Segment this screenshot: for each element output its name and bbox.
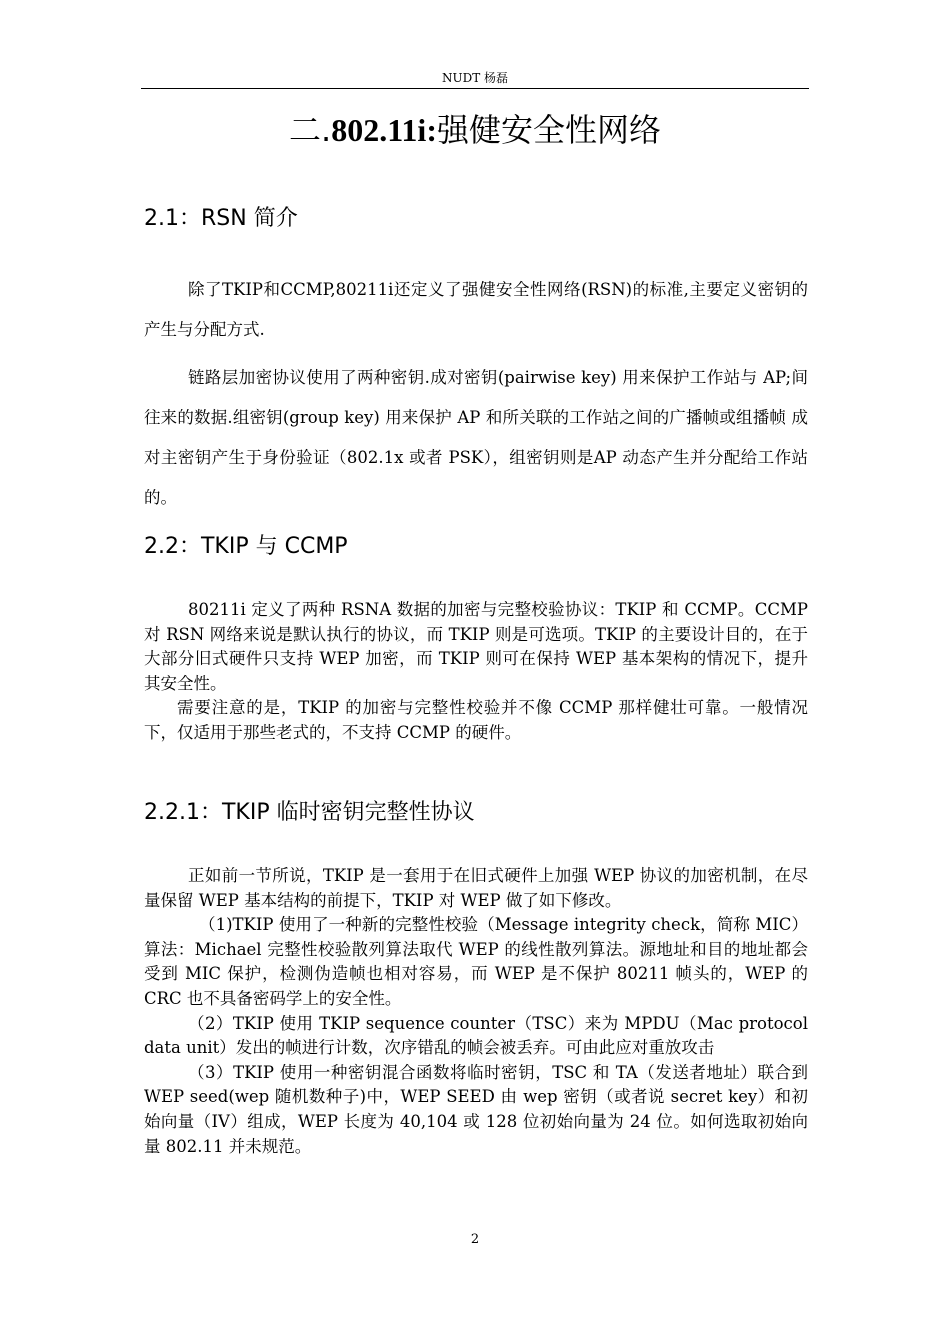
paragraph: 需要注意的是，TKIP 的加密与完整性校验并不像 CCMP 那样健壮可靠。一般情况下，仅适用于那些老式的，不支持 CCMP 的硬件。 (144, 698, 808, 742)
header-rule (141, 88, 809, 89)
paragraph: 链路层加密协议使用了两种密钥.成对密钥(pairwise key) 用来保护工作站与 AP;间往来的数据.组密钥(group key) 用来保护 AP 和所关联的工作站之间的广播帧或组播帧 成对主密钥产生于身份验证（802.1x 或者 PSK），组密钥则是AP 动态产生并分配给工作站的。 (144, 368, 808, 507)
section-2-2-body (144, 598, 808, 746)
page-number: 2 (470, 1232, 480, 1247)
paragraph: （3）TKIP 使用一种密钥混合函数将临时密钥，TSC 和 TA（发送者地址）联合到 WEP seed(wep 随机数种子)中，WEP SEED 由 wep 密钥（或者说 secret key）和初始向量（IV）组成，WEP 长度为 40,104 或 128 位初始向量为 24 位。如何选取初始向量 802.11 并未规范。 (144, 1062, 808, 1156)
paragraph: 除了TKIP和CCMP,80211i还定义了强健安全性网络(RSN)的标准,主要定义密钥的产生与分配方式. (144, 280, 808, 339)
heading-2-2-1: 2.2.1：TKIP 临时密钥完整性协议 (144, 800, 475, 825)
chapter-title (141, 108, 809, 152)
paragraph: 80211i 定义了两种 RSNA 数据的加密与完整校验协议：TKIP 和 CCMP。CCMP 对 RSN 网络来说是默认执行的协议，而 TKIP 则是可选项。TKIP 的主要设计目的，在于大部分旧式硬件只支持 WEP 加密，而 TKIP 则可在保持 WEP 基本架构的情况下，提升其安全性。 (144, 600, 808, 693)
section-2-1-body (144, 270, 808, 518)
section-2-2-1-body (144, 864, 808, 1159)
heading-2-2: 2.2：TKIP 与 CCMP (144, 534, 348, 559)
title-prefix: 二. (289, 111, 332, 149)
paragraph: 正如前一节所说，TKIP 是一套用于在旧式硬件上加强 WEP 协议的加密机制，在尽量保留 WEP 基本结构的前提下，TKIP 对 WEP 做了如下修改。 (144, 866, 808, 910)
heading-2-1: 2.1：RSN 简介 (144, 206, 298, 231)
paragraph: （2）TKIP 使用 TKIP sequence counter（TSC）来为 MPDU（Mac protocol data unit）发出的帧进行计数，次序错乱的帧会被丢弃。可由此应对重放攻击 (144, 1013, 808, 1058)
running-header: NUDT 杨磊 (441, 71, 509, 85)
title-rest: 强健安全性网络 (436, 111, 661, 149)
paragraph: （1)TKIP 使用了一种新的完整性校验（Message integrity check，简称 MIC）算法：Michael 完整性校验散列算法取代 WEP 的线性散列算法。源地址和目的地址都会受到 MIC 保护，检测伪造帧也相对容易，而 WEP 是不保护 80211 帧头的，WEP 的 CRC 也不具备密码学上的安全性。 (144, 915, 808, 1008)
title-bold: 802.11i: (331, 112, 437, 148)
